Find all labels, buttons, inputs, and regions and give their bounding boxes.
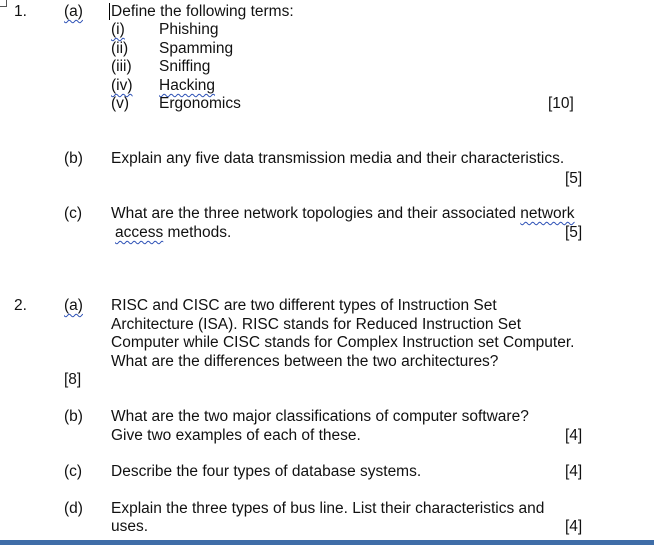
question-text: Explain any five data transmission media and their characteristics.: [111, 150, 565, 167]
question-text: uses.: [111, 518, 149, 535]
page-corner-mark: [0, 0, 7, 7]
marks-label: [4]: [565, 518, 583, 535]
part-label: (d): [64, 500, 83, 517]
sub-item-label: (i): [111, 21, 125, 38]
question-text: What are the three network topologies and their associated network: [111, 205, 575, 222]
sub-item-text: Sniffing: [159, 58, 211, 75]
part-label: (a): [64, 297, 83, 314]
part-label: (c): [64, 463, 83, 480]
question-number: 1.: [14, 3, 27, 20]
sub-item-label: (iii): [111, 58, 132, 75]
question-text: access methods.: [115, 224, 232, 241]
sub-item-label: (v): [111, 95, 130, 112]
part-label: (b): [64, 150, 83, 167]
sub-item-label: (ii): [111, 40, 129, 57]
question-text: Define the following terms:: [111, 3, 294, 20]
window-bottom-bar: [0, 540, 654, 545]
question-text: RISC and CISC are two different types of Instruction Set: [111, 297, 497, 314]
marks-label: [4]: [565, 427, 583, 444]
sub-item-text: Phishing: [159, 21, 219, 38]
marks-label: [5]: [565, 170, 583, 187]
question-text: Describe the four types of database systems.: [111, 463, 422, 480]
question-text: What are the differences between the two architectures?: [111, 353, 499, 370]
marks-label: [5]: [565, 224, 583, 241]
sub-item-text: Hacking: [159, 77, 215, 94]
question-text: Explain the three types of bus line. List their characteristics and: [111, 500, 545, 517]
sub-item-text: Ergonomics: [159, 95, 241, 112]
question-text: What are the two major classifications of computer software?: [111, 408, 529, 425]
part-label: (b): [64, 408, 83, 425]
part-label: (c): [64, 205, 83, 222]
question-text: Computer while CISC stands for Complex Instruction set Computer.: [111, 334, 575, 351]
marks-label: [8]: [64, 371, 82, 388]
sub-item-label: (iv): [111, 77, 133, 94]
question-text: Architecture (ISA). RISC stands for Reduced Instruction Set: [111, 316, 522, 333]
question-text: Give two examples of each of these.: [111, 427, 361, 444]
marks-label: [4]: [565, 463, 583, 480]
sub-item-text: Spamming: [159, 40, 234, 57]
marks-label: [10]: [548, 95, 574, 112]
part-label: (a): [64, 3, 83, 20]
text-cursor: [109, 3, 110, 20]
question-number: 2.: [14, 297, 27, 314]
